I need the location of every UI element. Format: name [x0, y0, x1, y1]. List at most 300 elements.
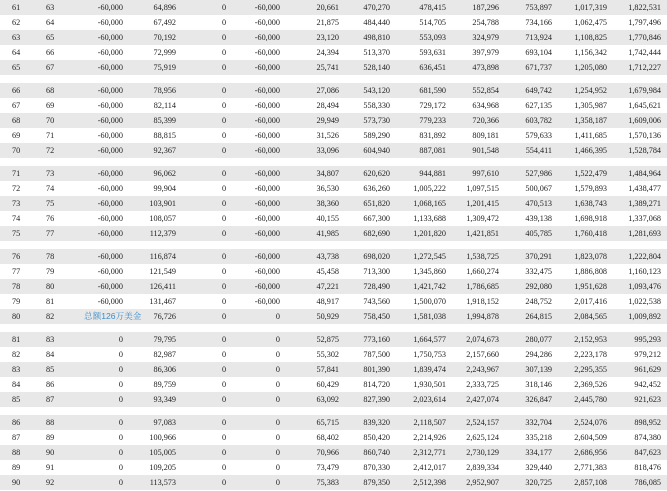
table-cell: 514,705	[419, 18, 446, 27]
table-cell: 528,140	[363, 63, 390, 72]
table-cell: 0	[221, 131, 227, 140]
table-cell: 0	[118, 433, 123, 442]
table-cell: 713,300	[363, 267, 390, 276]
table-cell: 2,730,129	[466, 448, 499, 457]
table-cell: 0	[221, 214, 227, 223]
table-cell: -60,000	[97, 297, 123, 306]
table-cell: 997,610	[472, 169, 499, 178]
table-cell: 831,892	[419, 131, 446, 140]
table-cell: -60,000	[97, 229, 123, 238]
table-cell: -60,000	[97, 33, 123, 42]
table-row	[0, 460, 667, 475]
table-row	[0, 166, 667, 181]
table-cell: 86	[12, 418, 21, 427]
table-cell: 879,350	[363, 478, 390, 487]
table-cell: 2,625,124	[466, 433, 499, 442]
table-cell: 0	[275, 433, 280, 442]
table-row	[0, 196, 667, 211]
table-cell: 527,986	[525, 169, 552, 178]
table-cell: 651,820	[363, 199, 390, 208]
table-cell: 280,077	[525, 335, 552, 344]
table-cell: -60,000	[254, 229, 280, 238]
table-cell: 67	[12, 101, 21, 110]
table-cell: 0	[118, 448, 123, 457]
table-cell: 758,450	[363, 312, 390, 321]
table-cell: 603,782	[525, 116, 552, 125]
table-cell: 1,679,984	[628, 86, 661, 95]
table-cell: 81	[12, 335, 21, 344]
table-cell: 620,620	[363, 169, 390, 178]
table-cell: 554,411	[525, 146, 552, 155]
table-cell: 76	[46, 214, 55, 223]
table-cell: 2,686,956	[574, 448, 607, 457]
table-cell: 1,712,227	[628, 63, 661, 72]
table-cell: 38,360	[316, 199, 339, 208]
table-cell: 109,205	[149, 463, 176, 472]
table-row	[0, 475, 667, 490]
table-cell: 1,638,743	[574, 199, 607, 208]
table-row	[0, 60, 667, 75]
table-cell: 90	[46, 448, 55, 457]
table-cell: 121,549	[149, 267, 176, 276]
table-cell: 85	[12, 395, 21, 404]
table-cell: 131,467	[149, 297, 176, 306]
table-cell: -60,000	[97, 101, 123, 110]
table-cell: 1,750,753	[413, 350, 446, 359]
table-cell: 40,155	[316, 214, 339, 223]
table-cell: 78,956	[153, 86, 176, 95]
table-cell: 86	[46, 380, 55, 389]
table-cell: 671,737	[525, 63, 552, 72]
table-cell: 80	[46, 282, 55, 291]
table-cell: 2,157,660	[466, 350, 499, 359]
table-cell: 28,494	[316, 101, 339, 110]
table-cell: 0	[221, 3, 227, 12]
table-cell: -60,000	[254, 252, 280, 261]
table-cell: 698,020	[363, 252, 390, 261]
table-cell: 1,093,476	[628, 282, 661, 291]
table-cell: 1,930,501	[413, 380, 446, 389]
table-cell: 901,548	[472, 146, 499, 155]
table-cell: 80	[12, 312, 21, 321]
table-cell: 87	[12, 433, 21, 442]
table-cell: 2,295,355	[574, 365, 607, 374]
table-cell: 248,752	[525, 297, 552, 306]
table-cell: 83	[46, 335, 55, 344]
table-cell: 112,379	[149, 229, 176, 238]
table-cell: 1,281,693	[628, 229, 661, 238]
table-cell: 87	[46, 395, 55, 404]
table-cell: 1,222,804	[628, 252, 661, 261]
table-cell: 72	[46, 146, 55, 155]
table-cell: 2,604,509	[574, 433, 607, 442]
table-cell: 1,272,545	[413, 252, 446, 261]
table-row	[0, 279, 667, 294]
table-cell: 78	[46, 252, 55, 261]
table-cell: 1,421,851	[466, 229, 499, 238]
table-cell: 2,771,383	[574, 463, 607, 472]
table-cell: 75,919	[153, 63, 176, 72]
table-cell: 1,823,078	[574, 252, 607, 261]
table-cell: 870,330	[363, 463, 390, 472]
table-cell: 2,243,967	[466, 365, 499, 374]
table-cell: 1,305,987	[574, 101, 607, 110]
table-cell: 860,740	[363, 448, 390, 457]
table-cell: 1,484,964	[628, 169, 661, 178]
table-cell: -60,000	[254, 282, 280, 291]
table-cell: -60,000	[97, 214, 123, 223]
table-cell: 63,092	[316, 395, 339, 404]
table-cell: 1,009,892	[628, 312, 661, 321]
table-cell: 2,524,157	[466, 418, 499, 427]
table-cell: 105,005	[149, 448, 176, 457]
table-cell: 979,212	[634, 350, 661, 359]
table-row	[0, 249, 667, 264]
table-cell: 320,725	[525, 478, 552, 487]
table-cell: -60,000	[254, 169, 280, 178]
table-cell: -60,000	[97, 184, 123, 193]
table-cell: 82,987	[153, 350, 176, 359]
table-cell: 0	[221, 116, 227, 125]
table-cell: 93,349	[153, 395, 176, 404]
table-cell: 2,333,725	[466, 380, 499, 389]
table-cell: 1,160,123	[628, 267, 661, 276]
table-cell: 397,979	[472, 48, 499, 57]
table-cell: 24,394	[316, 48, 339, 57]
table-cell: 1,411,685	[574, 131, 607, 140]
table-cell: 995,293	[634, 335, 661, 344]
table-cell: -60,000	[254, 3, 280, 12]
table-cell: 0	[221, 63, 227, 72]
table-cell: 90	[12, 478, 21, 487]
table-cell: -60,000	[97, 131, 123, 140]
table-cell: 70	[46, 116, 55, 125]
table-cell: -60,000	[254, 214, 280, 223]
table-cell: 558,330	[363, 101, 390, 110]
table-cell: -60,000	[97, 267, 123, 276]
table-cell: -60,000	[254, 116, 280, 125]
table-cell: 324,979	[472, 33, 499, 42]
table-cell: 627,135	[525, 101, 552, 110]
table-cell: 1,570,136	[628, 131, 661, 140]
table-cell: 85,399	[153, 116, 176, 125]
table-cell: -60,000	[254, 86, 280, 95]
table-cell: 62	[12, 18, 21, 27]
table-cell: 814,720	[363, 380, 390, 389]
table-cell: 0	[221, 101, 227, 110]
table-row	[0, 83, 667, 98]
table-cell: 743,560	[363, 297, 390, 306]
table-cell: 334,177	[525, 448, 552, 457]
table-cell: 0	[118, 478, 123, 487]
table-cell: 552,854	[472, 86, 499, 95]
table-cell: 78	[12, 282, 21, 291]
table-cell: -60,000	[254, 146, 280, 155]
table-cell: 1,664,577	[413, 335, 446, 344]
table-cell: 0	[275, 380, 280, 389]
table-cell: 0	[118, 335, 123, 344]
table-cell: 1,918,152	[466, 297, 499, 306]
table-cell: 734,166	[525, 18, 552, 27]
table-cell: 89	[46, 433, 55, 442]
table-row	[0, 392, 667, 407]
table-cell: 850,420	[363, 433, 390, 442]
table-row	[0, 113, 667, 128]
table-cell: 1,522,479	[574, 169, 607, 178]
table-cell: 1,201,820	[413, 229, 446, 238]
table-cell: 0	[221, 48, 227, 57]
table-cell: 60,429	[316, 380, 339, 389]
table-cell: 839,320	[363, 418, 390, 427]
table-cell: 82	[12, 350, 21, 359]
table-cell: 787,500	[363, 350, 390, 359]
table-cell: 1,609,006	[628, 116, 661, 125]
table-cell: 68	[12, 116, 21, 125]
table-cell: 921,623	[634, 395, 661, 404]
table-cell: 0	[221, 297, 227, 306]
table-cell: -60,000	[97, 3, 123, 12]
table-cell: 66	[46, 48, 55, 57]
table-cell: 2,074,673	[466, 335, 499, 344]
table-cell: 898,952	[634, 418, 661, 427]
table-cell: 52,875	[316, 335, 339, 344]
table-cell: 573,730	[363, 116, 390, 125]
table-cell: 74	[46, 184, 55, 193]
table-cell: 649,742	[525, 86, 552, 95]
table-cell: 2,214,926	[413, 433, 446, 442]
table-cell: 682,690	[363, 229, 390, 238]
table-cell: 847,623	[634, 448, 661, 457]
table-cell: 0	[221, 86, 227, 95]
table-cell: 0	[275, 365, 280, 374]
table-cell: 2,857,108	[574, 478, 607, 487]
table-cell: -60,000	[254, 297, 280, 306]
table-cell: 100,966	[149, 433, 176, 442]
table-cell: 335,218	[525, 433, 552, 442]
table-cell: 27,086	[316, 86, 339, 95]
table-cell: 307,139	[525, 365, 552, 374]
table-cell: 0	[118, 418, 123, 427]
table-cell: 2,445,780	[574, 395, 607, 404]
table-cell: 1,205,080	[574, 63, 607, 72]
table-cell: 720,366	[472, 116, 499, 125]
table-cell: 21,875	[316, 18, 339, 27]
table-cell: 67	[46, 63, 55, 72]
table-cell: 1,886,808	[574, 267, 607, 276]
table-cell: 0	[275, 463, 280, 472]
table-cell: 264,815	[525, 312, 552, 321]
table-cell: 85	[46, 365, 55, 374]
table-cell: 82,114	[153, 101, 176, 110]
table-cell: 470,270	[363, 3, 390, 12]
table-cell: 593,631	[419, 48, 446, 57]
table-cell: -60,000	[97, 18, 123, 27]
table-cell: -60,000	[254, 48, 280, 57]
table-cell: 439,138	[525, 214, 552, 223]
table-cell: 88	[46, 418, 55, 427]
table-cell: 500,067	[525, 184, 552, 193]
table-cell: 84	[12, 380, 21, 389]
table-cell: 543,120	[363, 86, 390, 95]
table-cell: 1,528,784	[628, 146, 661, 155]
table-row	[0, 211, 667, 226]
table-cell: 187,296	[472, 3, 499, 12]
table-cell: 65	[46, 33, 55, 42]
table-cell: 76,726	[153, 312, 176, 321]
table-cell: 0	[118, 463, 123, 472]
table-cell: 0	[221, 335, 227, 344]
table-cell: 34,807	[316, 169, 339, 178]
table-cell: 2,952,907	[466, 478, 499, 487]
table-cell: 944,881	[419, 169, 446, 178]
table-cell: 498,810	[363, 33, 390, 42]
table-cell: -60,000	[97, 282, 123, 291]
table-cell: 73	[46, 169, 55, 178]
table-cell: 370,291	[525, 252, 552, 261]
table-cell: -60,000	[254, 18, 280, 27]
table-cell: 1,645,621	[628, 101, 661, 110]
table-cell: 1,345,860	[413, 267, 446, 276]
table-cell: 2,412,017	[413, 463, 446, 472]
table-cell: 66	[12, 86, 21, 95]
table-cell: 63	[46, 3, 55, 12]
table-cell: 801,390	[363, 365, 390, 374]
table-cell: -60,000	[254, 199, 280, 208]
table-cell: 36,530	[316, 184, 339, 193]
table-cell: 77	[46, 229, 55, 238]
table-cell: 0	[221, 229, 227, 238]
table-cell: 0	[275, 335, 280, 344]
table-cell: 773,160	[363, 335, 390, 344]
table-cell: -60,000	[254, 184, 280, 193]
table-cell: 79	[12, 297, 21, 306]
table-row	[0, 15, 667, 30]
table-cell: 0	[275, 350, 280, 359]
table-cell: 2,839,334	[466, 463, 499, 472]
table-cell: 874,380	[634, 433, 661, 442]
table-cell: 1,337,068	[628, 214, 661, 223]
table-cell: 713,924	[525, 33, 552, 42]
table-cell: 681,590	[419, 86, 446, 95]
table-cell: 1,951,628	[574, 282, 607, 291]
table-cell: 70,192	[153, 33, 176, 42]
table-cell: 72	[12, 184, 21, 193]
table-cell: -60,000	[97, 86, 123, 95]
annotation-note: 总额126万美金	[84, 311, 142, 321]
table-row	[0, 181, 667, 196]
table-row	[0, 143, 667, 158]
table-cell: 693,104	[525, 48, 552, 57]
table-cell: 77	[12, 267, 21, 276]
table-cell: 75	[46, 199, 55, 208]
table-cell: 636,451	[419, 63, 446, 72]
table-cell: 0	[221, 252, 227, 261]
table-row	[0, 128, 667, 143]
table-cell: 91	[46, 463, 55, 472]
table-cell: 1,421,742	[413, 282, 446, 291]
table-cell: 1,156,342	[574, 48, 607, 57]
table-row	[0, 264, 667, 279]
table-cell: 25,741	[316, 63, 339, 72]
table-cell: 1,108,825	[574, 33, 607, 42]
table-cell: 827,390	[363, 395, 390, 404]
table-cell: 0	[221, 365, 227, 374]
table-row	[0, 377, 667, 392]
table-cell: 1,068,165	[413, 199, 446, 208]
table-cell: 97,083	[153, 418, 176, 427]
table-cell: 83	[12, 365, 21, 374]
table-cell: 2,369,526	[574, 380, 607, 389]
table-cell: 0	[118, 365, 123, 374]
table-cell: 68	[46, 86, 55, 95]
table-cell: 1,358,187	[574, 116, 607, 125]
table-cell: 47,221	[316, 282, 339, 291]
table-cell: 0	[221, 463, 227, 472]
table-cell: 579,633	[525, 131, 552, 140]
table-cell: 75	[12, 229, 21, 238]
table-cell: 326,847	[525, 395, 552, 404]
table-cell: -60,000	[254, 267, 280, 276]
table-cell: 0	[221, 33, 227, 42]
table-cell: 0	[221, 146, 227, 155]
table-cell: 1,005,222	[413, 184, 446, 193]
table-cell: 942,452	[634, 380, 661, 389]
table-cell: 887,081	[419, 146, 446, 155]
table-row	[0, 415, 667, 430]
table-cell: 1,797,496	[628, 18, 661, 27]
table-cell: 69	[12, 131, 21, 140]
table-cell: 55,302	[316, 350, 339, 359]
table-cell: 634,968	[472, 101, 499, 110]
table-cell: 20,661	[316, 3, 339, 12]
table-cell: -60,000	[254, 63, 280, 72]
table-row	[0, 0, 667, 15]
table-cell: 2,427,074	[466, 395, 499, 404]
table-cell: 1,500,070	[413, 297, 446, 306]
table-cell: 92	[46, 478, 55, 487]
table-cell: 88	[12, 448, 21, 457]
table-cell: 2,312,771	[413, 448, 446, 457]
table-row	[0, 362, 667, 377]
table-cell: 1,760,418	[574, 229, 607, 238]
table-cell: -60,000	[97, 116, 123, 125]
table-cell: 68,402	[316, 433, 339, 442]
table-cell: 1,133,688	[413, 214, 446, 223]
table-cell: -60,000	[254, 33, 280, 42]
table-cell: 0	[221, 418, 227, 427]
table-cell: 2,512,398	[413, 478, 446, 487]
table-cell: 65	[12, 63, 21, 72]
table-cell: 809,181	[472, 131, 499, 140]
table-cell: 73,479	[316, 463, 339, 472]
table-cell: 29,949	[316, 116, 339, 125]
table-cell: 0	[118, 350, 123, 359]
table-cell: 786,085	[634, 478, 661, 487]
table-cell: 0	[275, 448, 280, 457]
table-cell: 405,785	[525, 229, 552, 238]
table-cell: -60,000	[97, 146, 123, 155]
table-row	[0, 445, 667, 460]
table-cell: 71	[12, 169, 21, 178]
table-cell: 45,458	[316, 267, 339, 276]
table-cell: 64	[12, 48, 21, 57]
table-cell: -60,000	[97, 199, 123, 208]
table-cell: 1,770,846	[628, 33, 661, 42]
table-cell: 1,786,685	[466, 282, 499, 291]
table-cell: 76	[12, 252, 21, 261]
table-row	[0, 332, 667, 347]
table-cell: 484,440	[363, 18, 390, 27]
